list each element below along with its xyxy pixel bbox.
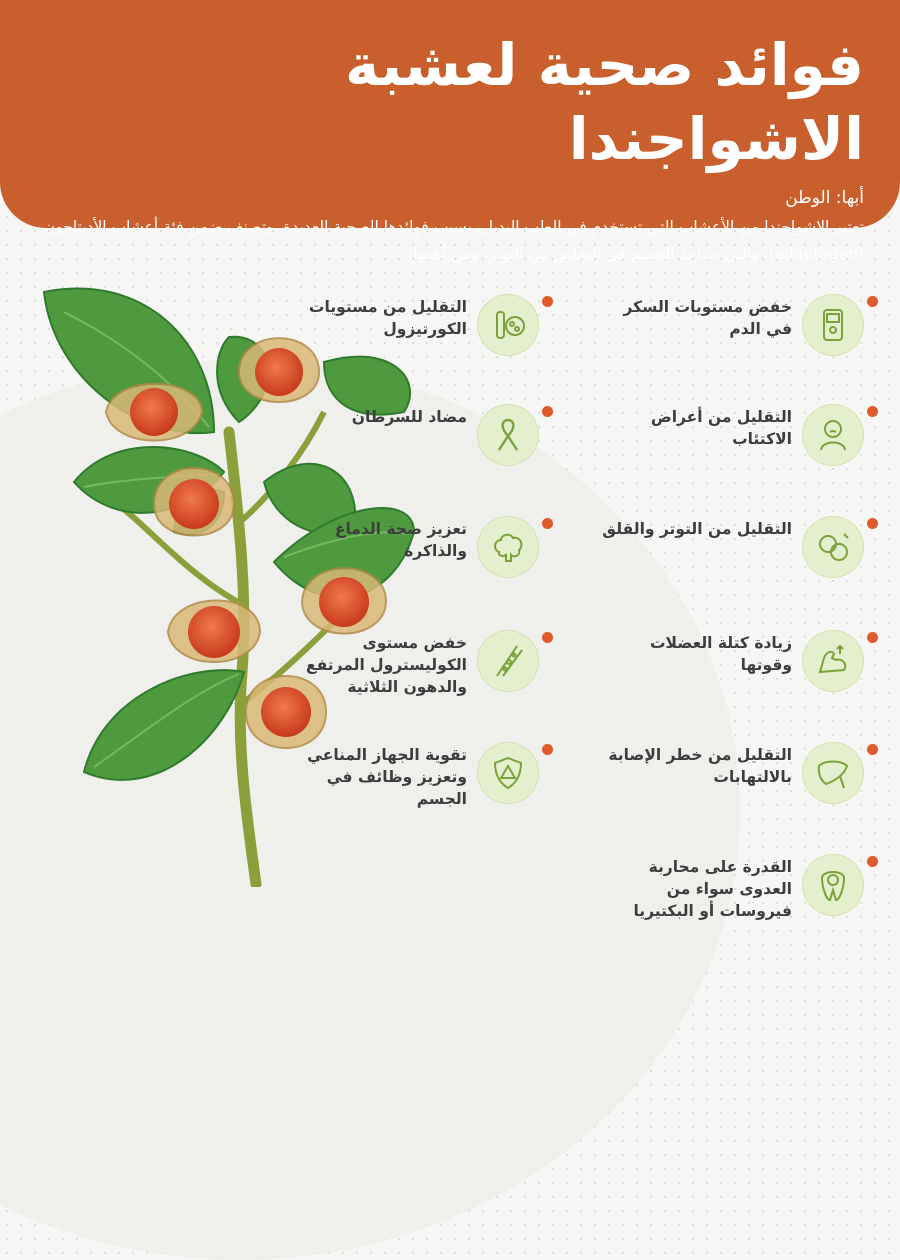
benefit-item [600, 852, 900, 928]
stressed-faces-icon [802, 516, 864, 578]
header-banner [0, 0, 900, 263]
bullet-dot [867, 632, 878, 643]
benefit-item [600, 402, 900, 478]
benefit-item [275, 740, 575, 816]
benefit-label: خفض مستوى الكوليسترول المرتفع والدهون الثلاثية [306, 634, 467, 696]
source-credit: أبها: الوطن [785, 188, 864, 208]
benefit-label: التقليل من مستويات الكورتيزول [308, 298, 467, 338]
benefit-label: تقوية الجهاز المناعي وتعزيز وظائف في الجسم [307, 746, 467, 808]
bullet-dot [542, 518, 553, 529]
benefit-label: تعزيز صحة الدماغ والذاكرة [334, 520, 467, 560]
benefit-label: التقليل من خطر الإصابة بالالتهابات [608, 746, 792, 786]
benefit-label: مضاد للسرطان [351, 408, 467, 426]
benefit-item [275, 514, 575, 590]
bullet-dot [867, 744, 878, 755]
benefit-label: التقليل من أعراض الاكتئاب [650, 408, 792, 448]
bullet-dot [867, 856, 878, 867]
bullet-dot [542, 744, 553, 755]
ribbon-icon [477, 404, 539, 466]
benefit-label: زيادة كتلة العضلات وقوتها [649, 634, 792, 674]
artery-icon [477, 630, 539, 692]
bullet-dot [542, 632, 553, 643]
bullet-dot [542, 406, 553, 417]
bullet-dot [867, 296, 878, 307]
benefit-item [275, 402, 575, 478]
glucometer-icon [802, 294, 864, 356]
page-title: فوائد صحية لعشبة الاشواجندا [345, 31, 864, 173]
benefit-item [275, 628, 575, 704]
muscle-arm-icon [802, 630, 864, 692]
benefit-label: التقليل من التوتر والقلق [602, 520, 792, 538]
tooth-bacteria-icon [802, 854, 864, 916]
bullet-dot [867, 518, 878, 529]
immune-shield-icon [477, 742, 539, 804]
brain-icon [477, 516, 539, 578]
benefit-item [600, 740, 900, 816]
benefit-item [600, 292, 900, 368]
intro-text: تعتبر الاشواجندا من الأعشاب التي تستخدم في الطب البديل، بسبب فوائدها الصحية العديدة، وتصنف ضمن فئة أعشاب الأدبتاجون (adaptogen)، والتي تساعد الجسم في التخلص من التوتر، ومن أهمها: [43, 218, 864, 263]
depressed-person-icon [802, 404, 864, 466]
benefit-item [600, 514, 900, 590]
bullet-dot [867, 406, 878, 417]
benefit-label: خفض مستويات السكر في الدم [623, 298, 792, 338]
benefit-item [600, 628, 900, 704]
bullet-dot [542, 296, 553, 307]
liver-icon [802, 742, 864, 804]
test-tubes-icon [477, 294, 539, 356]
benefit-item [275, 292, 575, 368]
benefit-label: القدرة على محاربة العدوى سواء من فيروسات أو البكتيريا [633, 858, 792, 920]
